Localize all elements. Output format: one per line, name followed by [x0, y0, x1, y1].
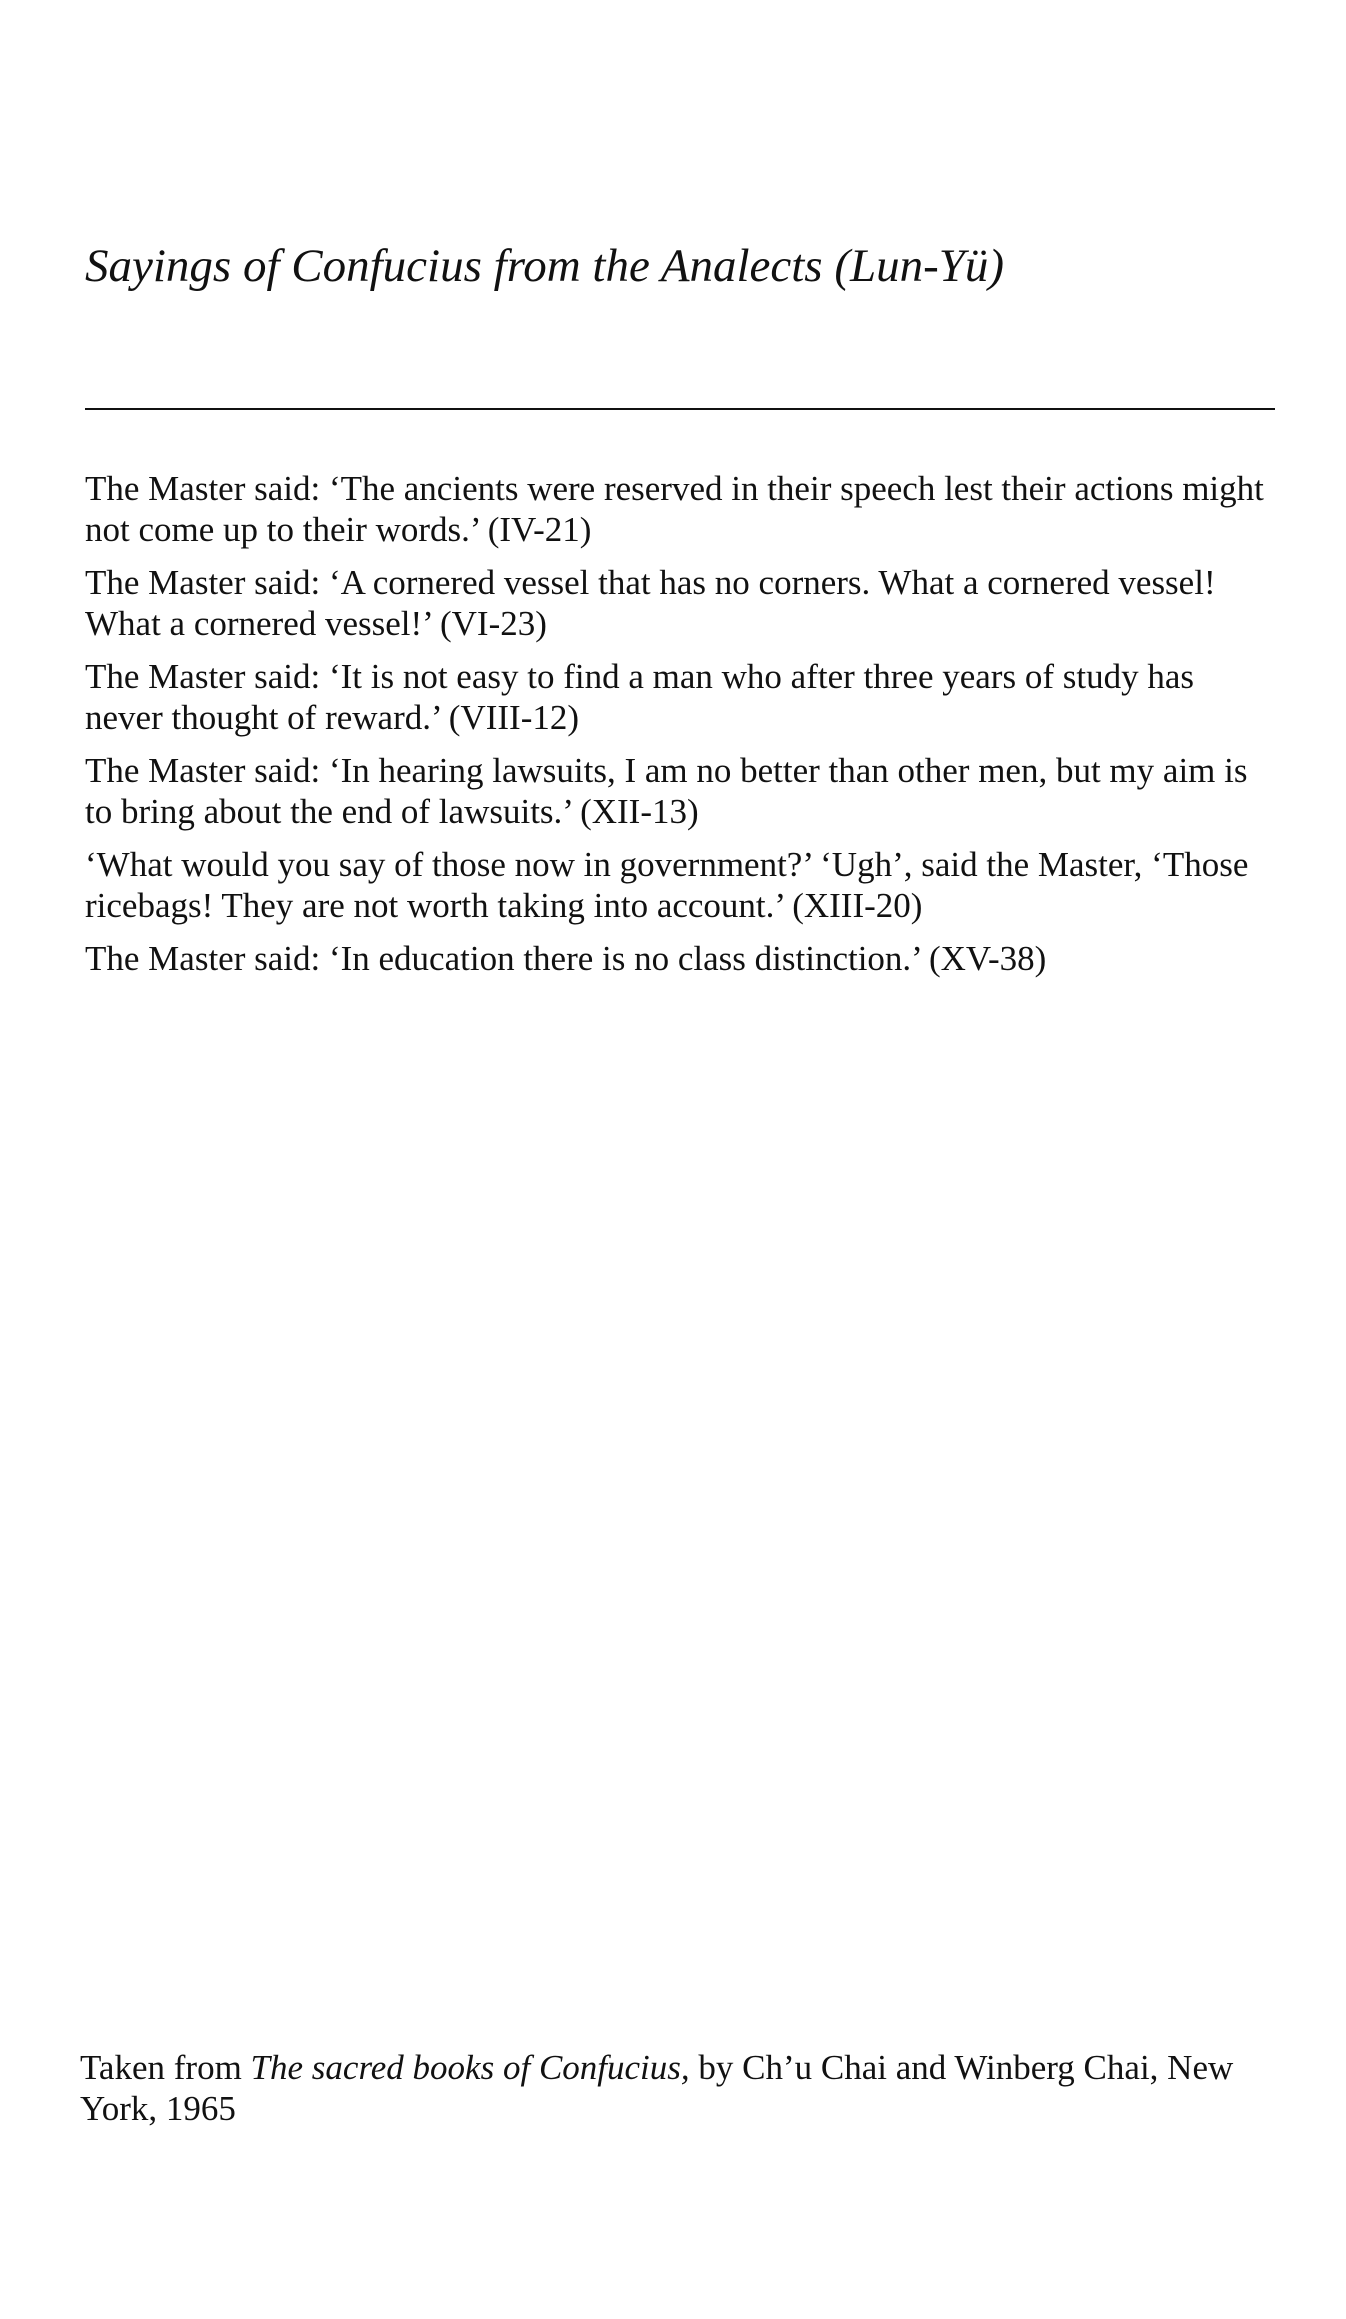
saying-item: ‘What would you say of those now in government?’ ‘Ugh’, said the Master, ‘Those ricebags! They are not worth taking into account.’ (XIII-20): [85, 845, 1249, 925]
saying-item: The Master said: ‘The ancients were reserved in their speech lest their actions might not come up to their words.’ (IV-21): [85, 469, 1264, 549]
source-book-title: The sacred books of Confucius,: [250, 2048, 690, 2087]
source-citation: [80, 2047, 1290, 2129]
source-prefix: Taken from: [80, 2048, 251, 2087]
saying-item: The Master said: ‘In education there is no class distinction.’ (XV-38): [85, 939, 1047, 978]
saying-item: The Master said: ‘It is not easy to find a man who after three years of study has never thought of reward.’ (VIII-12): [85, 657, 1194, 737]
title-divider: [85, 408, 1275, 410]
saying-item: The Master said: ‘A cornered vessel that has no corners. What a cornered vessel! What a cornered vessel!’ (VI-23): [85, 563, 1216, 643]
page-title: Sayings of Confucius from the Analects (Lun-Yü): [85, 240, 1005, 292]
source-suffix: by Ch’u Chai and Winberg Chai, New York, 1965: [80, 2048, 1234, 2128]
saying-item: The Master said: ‘In hearing lawsuits, I am no better than other men, but my aim is to bring about the end of lawsuits.’ (XII-13): [85, 751, 1248, 831]
sayings-list: [85, 468, 1280, 991]
